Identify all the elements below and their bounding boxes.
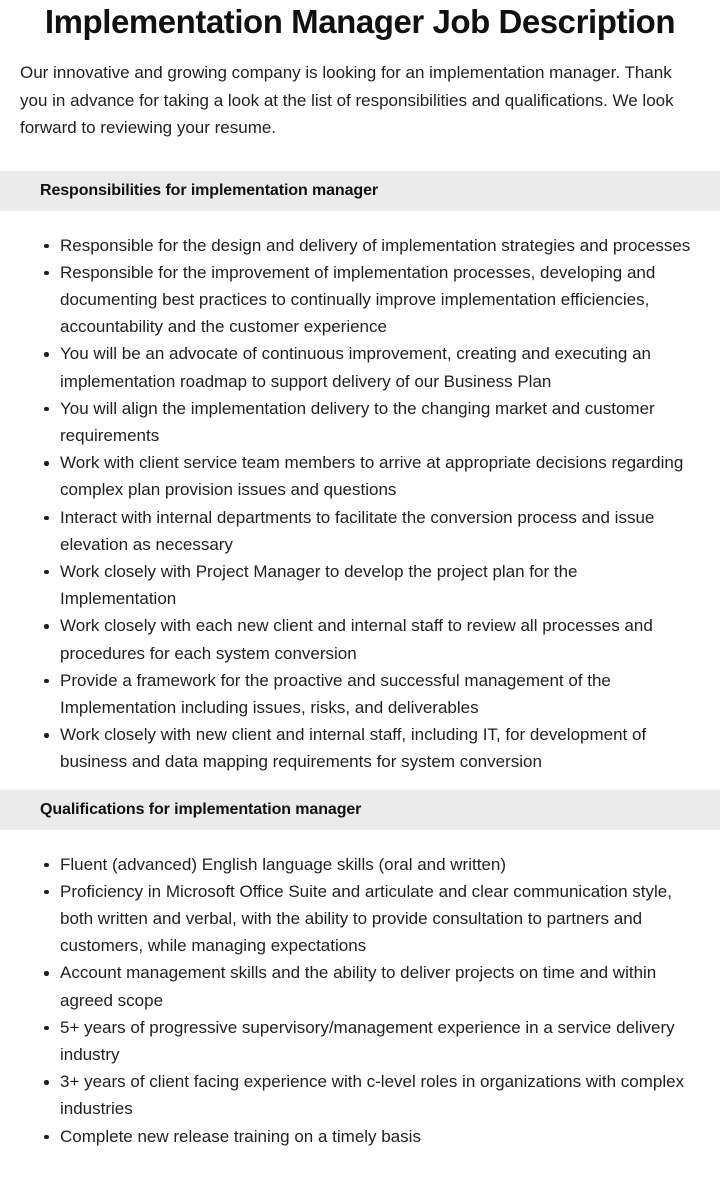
section-header-responsibilities: [0, 171, 720, 211]
section-heading-label: Responsibilities for implementation manager: [40, 181, 378, 199]
qualifications-list: [0, 851, 720, 1150]
list-item: You will align the implementation delivery to the changing market and customer requirements: [0, 395, 720, 449]
list-item: Proficiency in Microsoft Office Suite and articulate and clear communication style, both written and verbal, with the ability to provide consultation to partners and customers, while managing expectations: [0, 878, 720, 960]
list-item: You will be an advocate of continuous improvement, creating and executing an implementation roadmap to support delivery of our Business Plan: [0, 340, 720, 394]
list-item: Account management skills and the ability to deliver projects on time and within agreed scope: [0, 959, 720, 1013]
page-title: Implementation Manager Job Description: [44, 3, 676, 40]
list-item: Complete new release training on a timely basis: [0, 1123, 720, 1150]
list-item: Work with client service team members to arrive at appropriate decisions regarding complex plan provision issues and questions: [0, 449, 720, 503]
list-item: Responsible for the improvement of implementation processes, developing and documenting best practices to continually improve implementation efficiencies, accountability and the customer experience: [0, 259, 720, 341]
list-item: Interact with internal departments to facilitate the conversion process and issue elevation as necessary: [0, 504, 720, 558]
section-heading-label: Qualifications for implementation manager: [40, 800, 362, 818]
list-item: Work closely with Project Manager to develop the project plan for the Implementation: [0, 558, 720, 612]
list-item: Fluent (advanced) English language skills (oral and written): [0, 851, 720, 878]
spacer: [0, 142, 720, 171]
section-header-qualifications: [0, 790, 720, 830]
list-item: Work closely with each new client and internal staff to review all processes and procedures for each system conversion: [0, 612, 720, 666]
spacer: [0, 776, 720, 790]
list-item: Provide a framework for the proactive and successful management of the Implementation including issues, risks, and deliverables: [0, 667, 720, 721]
spacer: [0, 830, 720, 851]
list-item: Responsible for the design and delivery of implementation strategies and processes: [0, 232, 720, 259]
list-item: Work closely with new client and internal staff, including IT, for development of business and data mapping requirements for system conversion: [0, 721, 720, 775]
responsibilities-list: [0, 232, 720, 776]
list-item: 5+ years of progressive supervisory/management experience in a service delivery industry: [0, 1014, 720, 1068]
intro-paragraph: Our innovative and growing company is looking for an implementation manager. Thank you in advance for taking a look at the list of responsibilities and qualifications. We look forward to reviewing your resume.: [20, 63, 674, 137]
list-item: 3+ years of client facing experience with c-level roles in organizations with complex industries: [0, 1068, 720, 1122]
spacer: [0, 211, 720, 232]
